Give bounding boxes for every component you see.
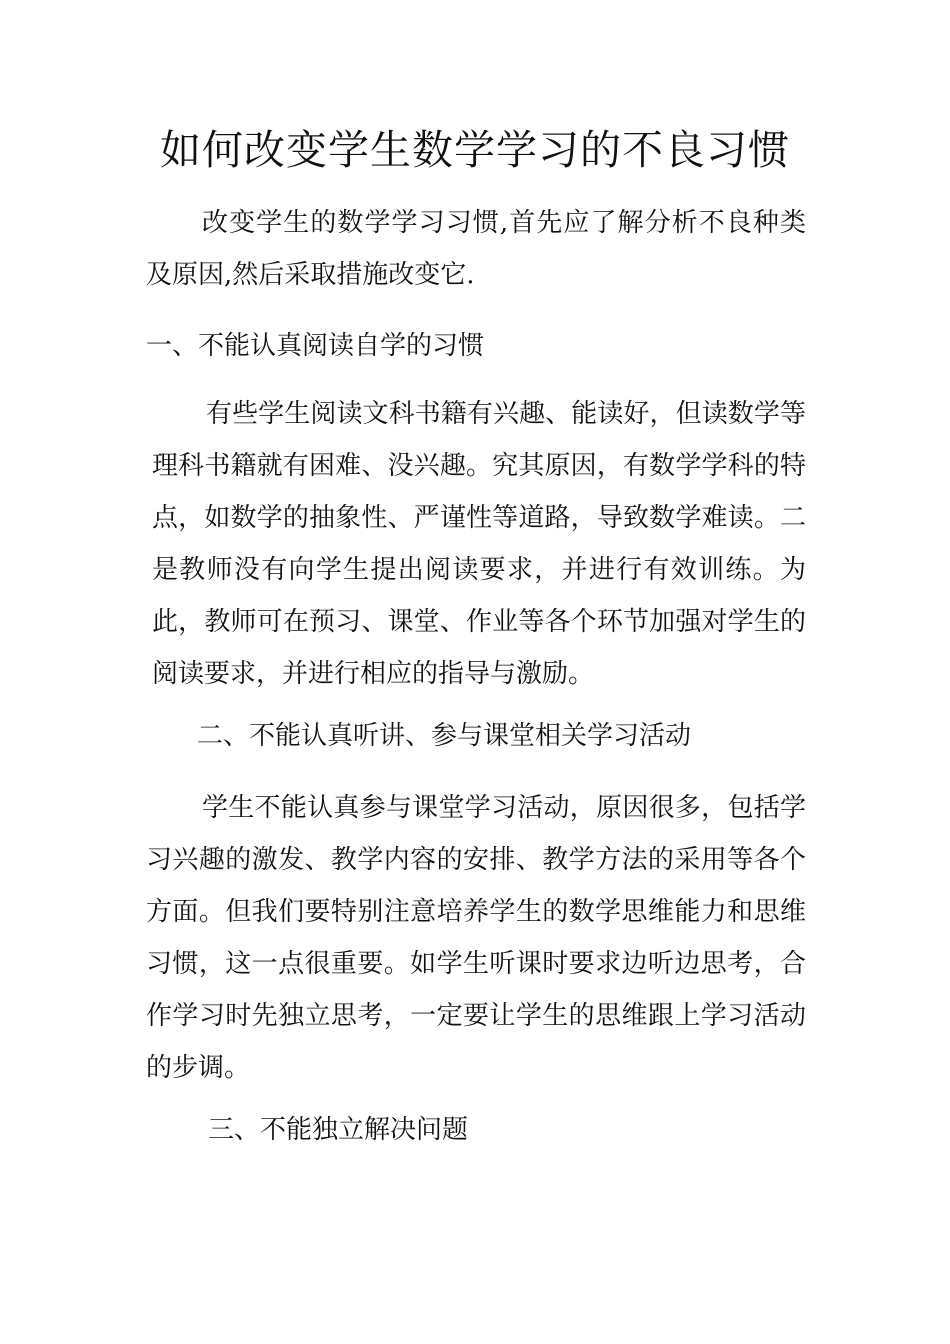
section-1-paragraph: 有些学生阅读文科书籍有兴趣、能读好，但读数学等理科书籍就有困难、没兴趣。究其原因，有数学学科的特点，如数学的抽象性、严谨性等道路，导致数学难读。二是教师没有向学生提出阅读要求，并进行有效训练。为此，教师可在预习、课堂、作业等各个环节加强对学生的阅读要求，并进行相应的指导与激励。: [152, 399, 806, 689]
section-3-heading: 三、不能独立解决问题: [208, 1115, 469, 1145]
section-2-paragraph: 学生不能认真参与课堂学习活动，原因很多，包括学习兴趣的激发、教学内容的安排、教学方法的采用等各个方面。但我们要特别注意培养学生的数学思维能力和思维习惯，这一点很重要。如学生听课时要求边听边思考，合作学习时先独立思考，一定要让学生的思维跟上学习活动的步调。: [146, 793, 806, 1083]
section-2-heading: 二、不能认真听讲、参与课堂相关学习活动: [197, 721, 692, 751]
document-title: 如何改变学生数学学习的不良习惯: [160, 126, 790, 174]
section-1-heading: 一、不能认真阅读自学的习惯: [146, 331, 485, 361]
intro-paragraph: 改变学生的数学学习习惯,首先应了解分析不良种类及原因,然后采取措施改变它.: [146, 208, 806, 290]
